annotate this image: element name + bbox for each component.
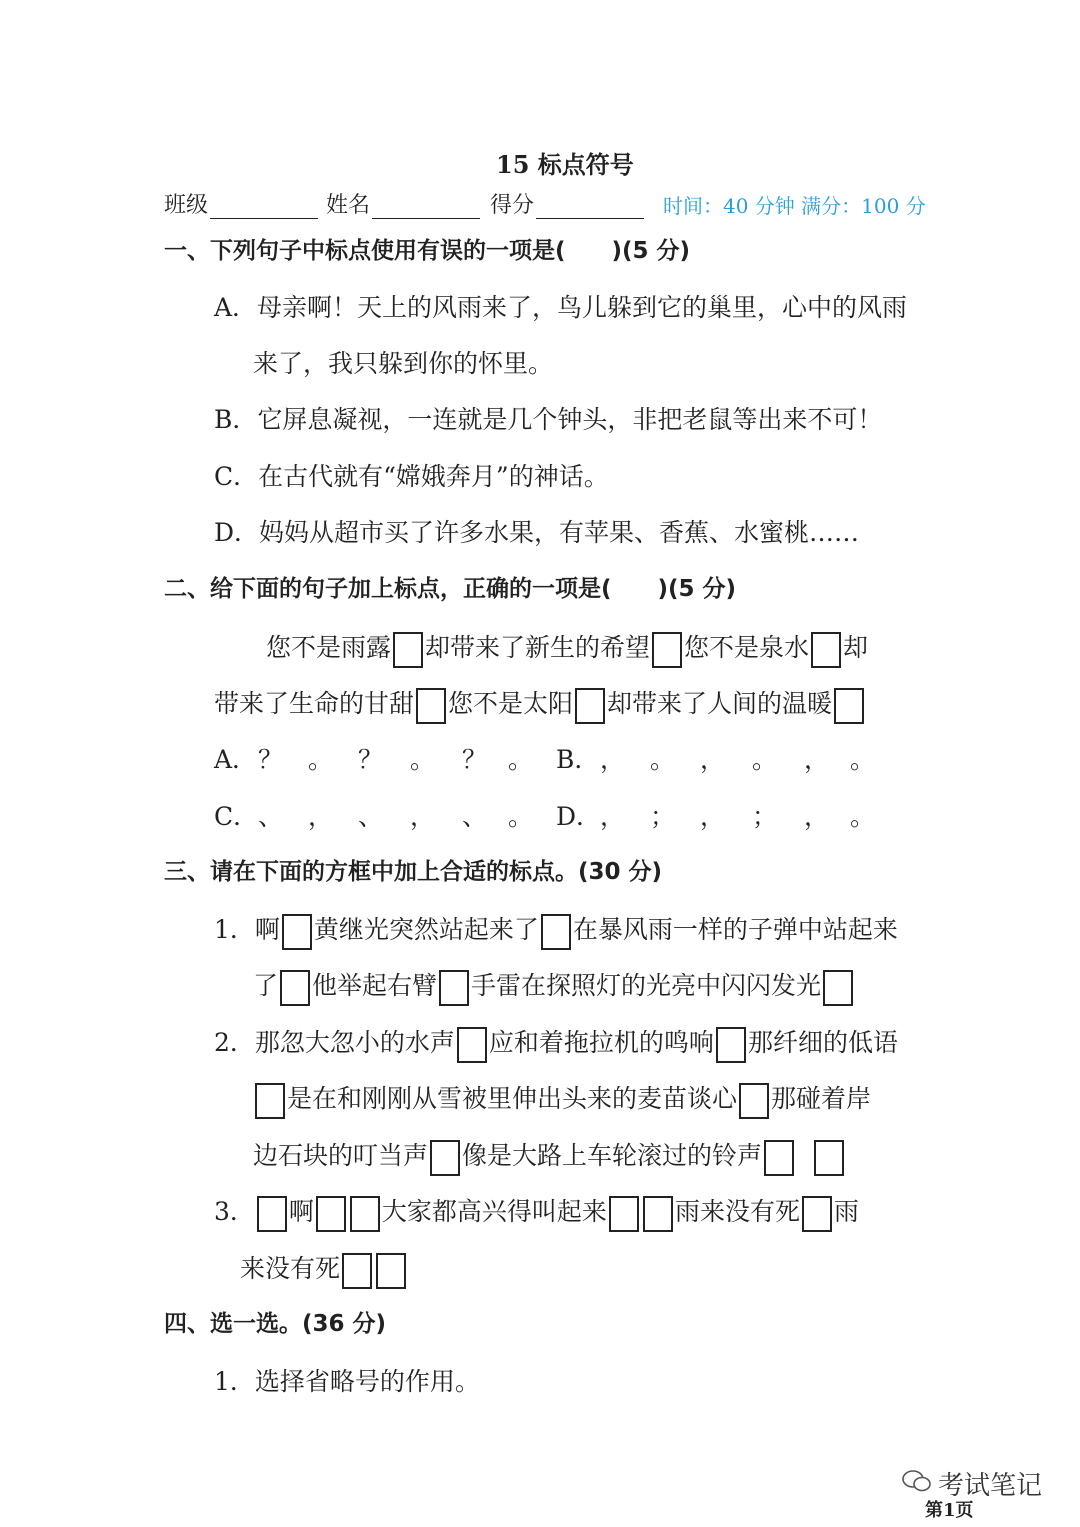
score-field bbox=[490, 188, 644, 219]
punct: ， bbox=[700, 802, 726, 831]
answer-box[interactable] bbox=[439, 970, 469, 1006]
punct: 、 bbox=[258, 802, 284, 831]
punct: ， bbox=[804, 745, 830, 774]
text-segment: 2．那忽大忽小的水声 bbox=[214, 1028, 455, 1057]
name-label: 姓名 bbox=[326, 193, 371, 218]
answer-box[interactable] bbox=[802, 1196, 832, 1232]
section-2-heading: 二、给下面的句子加上标点，正确的一项是( )(5 分) bbox=[164, 576, 737, 602]
answer-box[interactable] bbox=[609, 1196, 639, 1232]
text-segment: 那碰着岸 bbox=[771, 1084, 872, 1113]
answer-box[interactable] bbox=[316, 1196, 346, 1232]
punct: ？ bbox=[462, 745, 488, 774]
punct: ？ bbox=[358, 745, 384, 774]
text-segment: 边石块的叮当声 bbox=[253, 1141, 429, 1170]
time-info: 时间：40 分钟 满分：100 分 bbox=[663, 194, 926, 218]
s2-option-b bbox=[556, 740, 875, 776]
punct: ？ bbox=[258, 745, 284, 774]
s3-q3-line2 bbox=[240, 1249, 408, 1289]
section-3-heading: 三、请在下面的方框中加上合适的标点。(30 分) bbox=[164, 859, 663, 885]
s1-option-b: B．它屏息凝视，一连就是几个钟头，非把老鼠等出来不可！ bbox=[214, 405, 883, 434]
name-blank[interactable] bbox=[372, 192, 480, 219]
s1-option-d: D．妈妈从超市买了许多水果，有苹果、香蕉、水蜜桃…… bbox=[214, 518, 860, 547]
text-segment: 了 bbox=[253, 971, 279, 1000]
text-segment: 是在和刚刚从雪被里伸出头来的麦苗谈心 bbox=[287, 1084, 738, 1113]
punct: 。 bbox=[308, 745, 334, 774]
punct: 。 bbox=[850, 802, 876, 831]
punct: 、 bbox=[358, 802, 384, 831]
answer-box[interactable] bbox=[342, 1253, 372, 1289]
answer-box[interactable] bbox=[811, 632, 841, 668]
text-segment: 来没有死 bbox=[240, 1254, 341, 1283]
text-segment: 却带来了人间的温暖 bbox=[607, 689, 833, 718]
answer-box[interactable] bbox=[416, 688, 446, 724]
punct: 。 bbox=[410, 745, 436, 774]
answer-box[interactable] bbox=[457, 1027, 487, 1063]
punct: ； bbox=[752, 802, 778, 831]
score-blank[interactable] bbox=[536, 192, 644, 219]
s2-option-a bbox=[214, 740, 533, 776]
s3-q1-line1 bbox=[214, 910, 898, 950]
text-segment: 手雷在探照灯的光亮中闪闪发光 bbox=[471, 971, 822, 1000]
text-segment: 应和着拖拉机的鸣响 bbox=[488, 1028, 714, 1057]
s4-q1: 1．选择省略号的作用。 bbox=[214, 1367, 480, 1396]
text-segment: 啊 bbox=[288, 1197, 314, 1226]
answer-box[interactable] bbox=[834, 688, 864, 724]
answer-box[interactable] bbox=[575, 688, 605, 724]
s1-option-c: C．在古代就有“嫦娥奔月”的神话。 bbox=[214, 462, 609, 491]
s2-option-d bbox=[556, 797, 875, 833]
watermark: 考试笔记 bbox=[938, 1471, 1043, 1501]
answer-box[interactable] bbox=[257, 1196, 287, 1232]
answer-box[interactable] bbox=[739, 1083, 769, 1119]
name-field bbox=[326, 188, 480, 219]
option-letter: C． bbox=[214, 802, 259, 831]
text-segment: 却 bbox=[843, 633, 869, 662]
section-4-heading: 四、选一选。(36 分) bbox=[164, 1311, 387, 1337]
text-segment: 您不是雨露 bbox=[266, 633, 392, 662]
option-letter: D． bbox=[556, 802, 602, 831]
answer-box[interactable] bbox=[814, 1140, 844, 1176]
option-letter: B． bbox=[556, 745, 600, 774]
answer-box[interactable] bbox=[652, 632, 682, 668]
s2-option-c bbox=[214, 797, 533, 833]
answer-box[interactable] bbox=[430, 1140, 460, 1176]
punct: ； bbox=[650, 802, 676, 831]
answer-box[interactable] bbox=[823, 970, 853, 1006]
s3-q2-line2 bbox=[253, 1079, 871, 1119]
text-segment: 大家都高兴得叫起来 bbox=[381, 1197, 607, 1226]
text-segment: 雨来没有死 bbox=[674, 1197, 800, 1226]
punct: 。 bbox=[508, 745, 534, 774]
text-segment: 带来了生命的甘甜 bbox=[214, 689, 415, 718]
text-segment: 3． bbox=[214, 1197, 255, 1226]
s1-option-a-line1: A．母亲啊！天上的风雨来了，鸟儿躲到它的巢里，心中的风雨 bbox=[214, 293, 908, 322]
text-segment: 1．啊 bbox=[214, 915, 280, 944]
text-segment: 像是大路上车轮滚过的铃声 bbox=[462, 1141, 763, 1170]
s2-passage-line1 bbox=[266, 628, 868, 668]
class-label: 班级 bbox=[164, 193, 209, 218]
class-field bbox=[164, 188, 318, 219]
answer-box[interactable] bbox=[280, 970, 310, 1006]
punct: ， bbox=[600, 745, 626, 774]
option-letter: A． bbox=[214, 745, 258, 774]
punct: 。 bbox=[650, 745, 676, 774]
text-segment: 在暴风雨一样的子弹中站起来 bbox=[572, 915, 898, 944]
s3-q2-line3 bbox=[253, 1136, 846, 1176]
punct: 。 bbox=[508, 802, 534, 831]
answer-box[interactable] bbox=[350, 1196, 380, 1232]
punct: ， bbox=[410, 802, 436, 831]
answer-box[interactable] bbox=[643, 1196, 673, 1232]
page-number: 第1页 bbox=[925, 1500, 974, 1521]
s1-option-a-line2: 来了，我只躲到你的怀里。 bbox=[253, 349, 554, 378]
page-title: 15 标点符号 bbox=[496, 150, 634, 179]
text-segment: 那纤细的低语 bbox=[747, 1028, 898, 1057]
text-segment: 黄继光突然站起来了 bbox=[313, 915, 539, 944]
text-segment: 却带来了新生的希望 bbox=[425, 633, 651, 662]
s3-q2-line1 bbox=[214, 1023, 898, 1063]
s3-q1-line2 bbox=[253, 966, 855, 1006]
punct: 、 bbox=[462, 802, 488, 831]
text-segment: 您不是泉水 bbox=[684, 633, 810, 662]
answer-box[interactable] bbox=[716, 1027, 746, 1063]
punct: ， bbox=[600, 802, 626, 831]
punct: ， bbox=[804, 802, 830, 831]
punct: 。 bbox=[752, 745, 778, 774]
text-segment: 他举起右臂 bbox=[312, 971, 438, 1000]
punct: ， bbox=[308, 802, 334, 831]
answer-box[interactable] bbox=[255, 1083, 285, 1119]
score-label: 得分 bbox=[490, 193, 535, 218]
s3-q3-line1 bbox=[214, 1192, 859, 1232]
answer-box[interactable] bbox=[282, 914, 312, 950]
answer-box[interactable] bbox=[393, 632, 423, 668]
wechat-icon bbox=[902, 1470, 932, 1492]
punct: ， bbox=[700, 745, 726, 774]
text-segment: 雨 bbox=[833, 1197, 859, 1226]
section-1-heading: 一、下列句子中标点使用有误的一项是( )(5 分) bbox=[164, 238, 691, 264]
s2-passage-line2 bbox=[214, 684, 866, 724]
answer-box[interactable] bbox=[376, 1253, 406, 1289]
answer-box[interactable] bbox=[764, 1140, 794, 1176]
answer-box[interactable] bbox=[541, 914, 571, 950]
class-blank[interactable] bbox=[210, 192, 318, 219]
punct: 。 bbox=[850, 745, 876, 774]
text-segment: 您不是太阳 bbox=[448, 689, 574, 718]
